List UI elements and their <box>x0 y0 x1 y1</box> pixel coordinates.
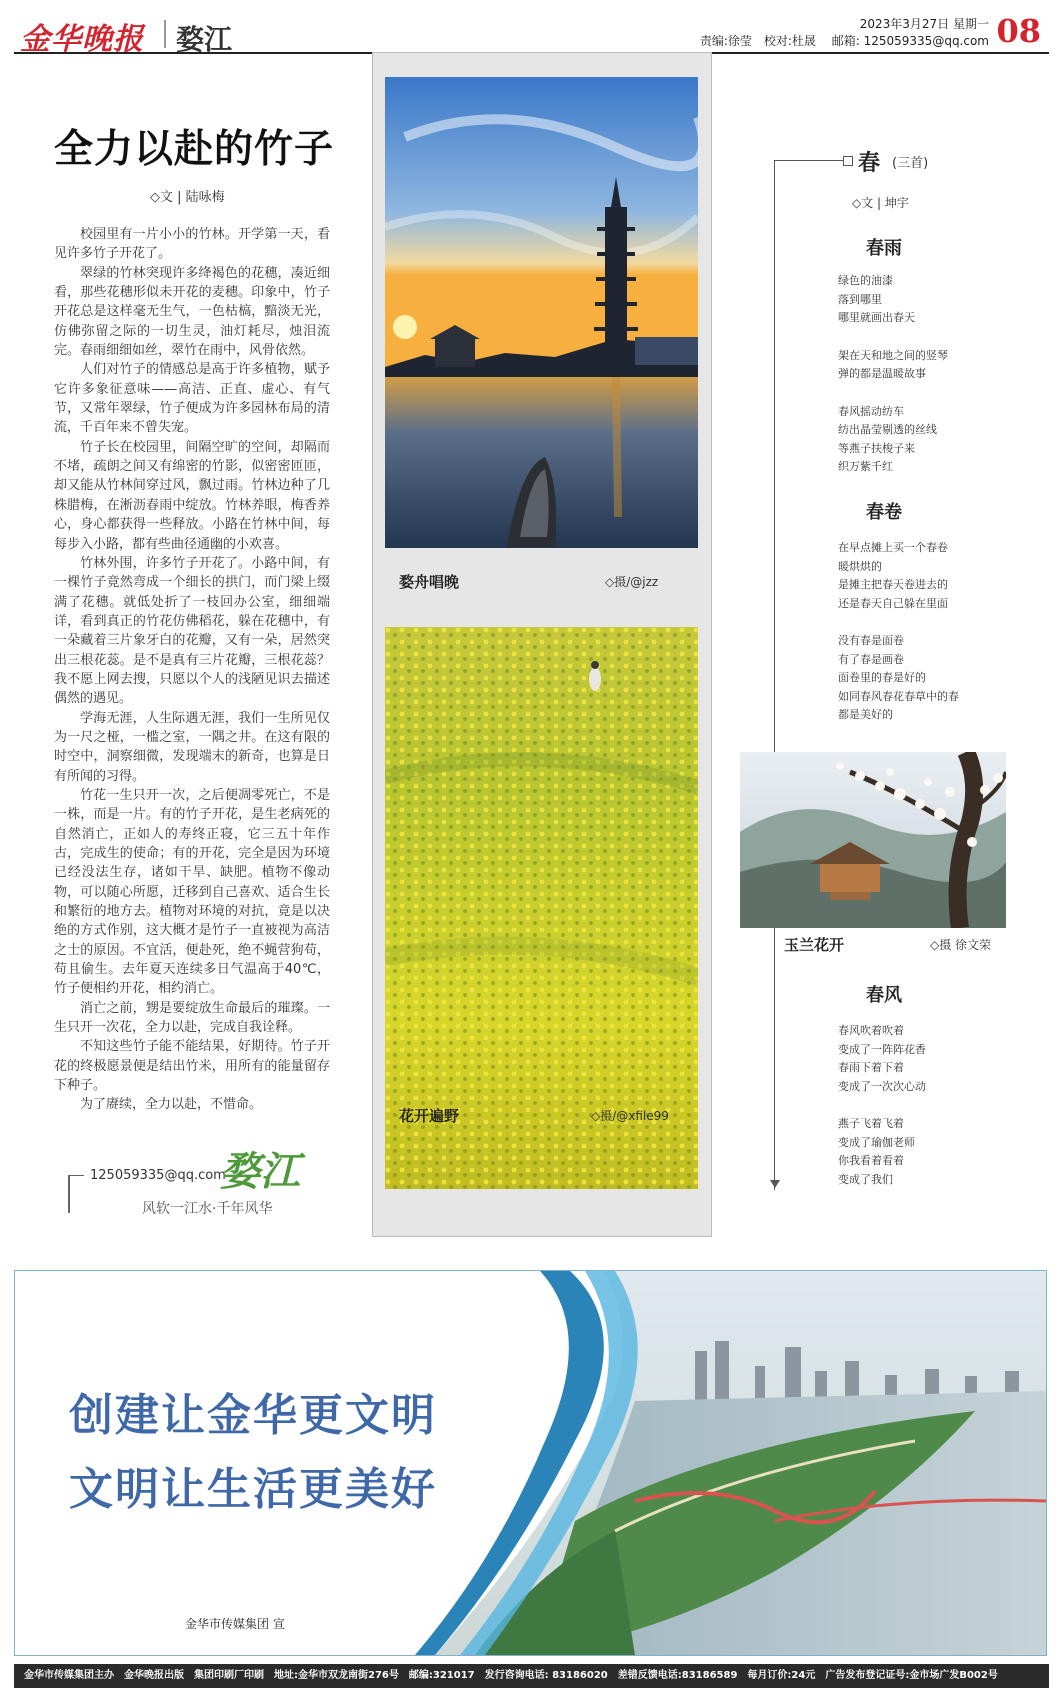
poem-line: 织万紫千红 <box>838 460 893 473</box>
poem-series-subtitle: (三首) <box>892 156 929 171</box>
contact-email: 125059335@qq.com <box>90 1168 226 1183</box>
ad-slogan-line1: 创建让金华更文明 <box>69 1390 437 1441</box>
poem-line: 你我看着看着 <box>838 1154 904 1167</box>
article-paragraph: 学海无涯，人生际遇无涯，我们一生所见仅为一尺之桠，一槛之室，一隅之井。在这有限的时空中，洞察细微，发现端末的新奇，也算是日有所闻的习得。 <box>54 710 330 784</box>
footer-imprint: 金华市传媒集团主办 金华晚报出版 集团印刷厂印刷 地址:金华市双龙南街276号 邮编:321017 发行咨询电话: 83186020 差错反馈电话:83186589 每月订价:24元 广告发布登记证号:金市场广发B002号 <box>14 1664 1049 1688</box>
photo-caption-title: 花开遍野 <box>399 1107 460 1125</box>
poem-line: 哪里就画出春天 <box>838 311 915 324</box>
poem-title: 春雨 <box>866 238 902 259</box>
poem-bracket-line <box>774 160 775 1190</box>
poem-line: 变成了一阵阵花香 <box>838 1042 926 1056</box>
poem-line: 在早点摊上买一个春卷 <box>838 541 948 554</box>
article-paragraph: 校园里有一片小小的竹林。开学第一天，看见许多竹子开花了。 <box>54 227 330 262</box>
square-bullet-icon <box>843 156 853 166</box>
poem-bracket-tick <box>774 160 848 161</box>
article-paragraph: 人们对竹子的情感总是高于许多植物，赋予它许多象征意味——高洁、正直、虚心、有气节，又常年翠绿，竹子便成为许多园林布局的清流，千百年来不曾失宠。 <box>54 362 330 436</box>
poem-title: 春卷 <box>866 502 902 523</box>
poem-line: 等燕子扶梭子来 <box>838 441 915 455</box>
arrow-down-icon <box>770 1180 780 1188</box>
poem-line: 绿色的油漆 <box>838 274 893 287</box>
article-paragraph: 竹子长在校园里，间隔空旷的空间，却隔而不堵，疏朗之间又有绵密的竹影，似密密匝匝，却又能从竹林间穿过风，飘过雨。竹林边种了几株腊梅，在淅沥春雨中绽放。竹林养眼，梅香养心，身心都获得一些释放。小路在竹林中间，每每步入小路，都有些曲径通幽的小欢喜。 <box>54 439 330 552</box>
poem-line: 弹的都是温暖故事 <box>838 367 926 380</box>
poem-line: 没有春是面卷 <box>838 634 904 647</box>
poem-line: 都是美好的 <box>838 708 893 721</box>
poem-line: 春雨下着下着 <box>838 1061 904 1074</box>
poem-line: 变成了我们 <box>838 1172 893 1186</box>
poem-body <box>838 1022 926 1208</box>
article-paragraph: 竹林外围，许多竹子开花了。小路中间，有一棵竹子竟然弯成一个细长的拱门，而门梁上缀满了花穗。就低处折了一枝回办公室，细细端详，看到真正的竹花仿佛稻花，躲在花穗中，有一朵藏着三片象牙白的花瓣，又有一朵，居然突出三根花蕊。是不是真有三片花瓣，三根花蕊？我不愿上网去搜，只愿以个人的浅陋见识去描述偶然的遇见。 <box>54 555 330 707</box>
photo-caption-title: 婺舟唱晚 <box>399 573 460 591</box>
contact-bracket-tick <box>68 1175 84 1176</box>
poem-line: 还是春天自己躲在里面 <box>838 596 948 610</box>
poem-line: 架在天和地之间的竖琴 <box>838 348 948 362</box>
poem-line: 落到哪里 <box>838 292 882 306</box>
magnolia-caption-title: 玉兰花开 <box>784 936 845 954</box>
page-number: 08 <box>996 12 1041 50</box>
ad-slogan-line2: 文明让生活更美好 <box>69 1464 437 1515</box>
editors: 责编:徐莹 校对:杜晟 <box>699 34 816 48</box>
photo-magnolia <box>740 752 1006 928</box>
ad-sponsor: 金华市传媒集团 宣 <box>185 1617 285 1631</box>
poem-body <box>838 272 948 496</box>
column-brand-logo: 婺江 <box>220 1148 300 1195</box>
poem-line: 变成了瑜伽老师 <box>838 1135 915 1149</box>
poem-line: 是摊主把春天卷进去的 <box>838 578 948 591</box>
poem-line: 纺出晶莹剔透的丝线 <box>838 423 937 436</box>
public-service-ad <box>14 1270 1047 1656</box>
article-paragraph: 为了赓续，全力以赴，不惜命。 <box>80 1097 263 1113</box>
photo-panel <box>372 52 712 1237</box>
photo-caption-credit: ◇摄/@jzz <box>605 575 659 589</box>
poem-line: 暖烘烘的 <box>838 559 882 573</box>
article-paragraph: 翠绿的竹林突现许多绛褐色的花穗，凑近细看，那些花穗形似未开花的麦穗。印象中，竹子开花总是这样毫无生气，一色枯槁，黯淡无光，仿佛弥留之际的一切生灵，油灯耗尽，烛泪流完。春雨细细如丝，翠竹在雨中，风骨依然。 <box>54 265 330 359</box>
poem-line: 面卷里的春是好的 <box>838 671 926 684</box>
article-title: 全力以赴的竹子 <box>54 127 335 172</box>
column-slogan: 风软一江水·千年风华 <box>142 1201 273 1217</box>
issue-date: 2023年3月27日 星期一 <box>859 17 989 31</box>
section-name: 婺江 <box>176 23 233 56</box>
article-paragraph: 不知这些竹子能不能结果，好期待。竹子开花的终极愿景便是结出竹米，用所有的能量留存下种子。 <box>54 1039 330 1094</box>
poem-line: 燕子飞着飞着 <box>838 1117 904 1130</box>
article-body <box>54 225 330 1115</box>
header-info <box>700 16 989 50</box>
article-byline: ◇文 | 陆咏梅 <box>150 190 225 205</box>
photo-caption-credit: ◇摄/@xfile99 <box>591 1109 669 1123</box>
poem-byline: ◇文 | 坤宇 <box>852 196 909 210</box>
poem-series-title: 春 <box>858 151 881 176</box>
poem-line: 变成了一次次心动 <box>838 1079 926 1093</box>
contact-bracket <box>68 1175 70 1213</box>
newspaper-logo: 金华晚报 <box>20 22 144 57</box>
poem-line: 春风吹着吹着 <box>838 1024 904 1037</box>
poem-line: 如同春风春花春草中的春 <box>838 689 959 703</box>
poem-line: 春风摇动纺车 <box>838 404 904 418</box>
photo-sunset-pagoda <box>385 77 698 548</box>
magnolia-caption-credit: ◇摄 徐文荣 <box>930 938 992 952</box>
header-email: 邮箱: 125059335@qq.com <box>831 34 989 48</box>
masthead <box>14 12 1049 57</box>
poem-line: 有了春是画卷 <box>838 652 904 666</box>
article-paragraph: 竹花一生只开一次，之后便凋零死亡，不是一株，而是一片。有的竹子开花，是生老病死的自然消亡，正如人的寿终正寝，它三五十年作古，完成生的使命；有的开花，完全是因为环境已经没法生存，诸如干旱、缺肥。植物不像动物，可以随心所愿，迁移到自己喜欢、适合生长和繁衍的地方去。植物对环境的对抗，竟是以决绝的方式作别，这大概才是竹子一直被视为高洁之士的原因。不宜活，便赴死，绝不蝇营狗苟，苟且偷生。去年夏天连续多日气温高于40℃，竹子便相约开花，相约消亡。 <box>54 787 330 997</box>
poem-body <box>838 539 959 744</box>
poem-title: 春风 <box>866 985 902 1006</box>
logo-separator <box>164 20 166 48</box>
article-paragraph: 消亡之前，甥是要绽放生命最后的璀璨。一生只开一次花，全力以赴，完成自我诠释。 <box>54 1000 330 1036</box>
